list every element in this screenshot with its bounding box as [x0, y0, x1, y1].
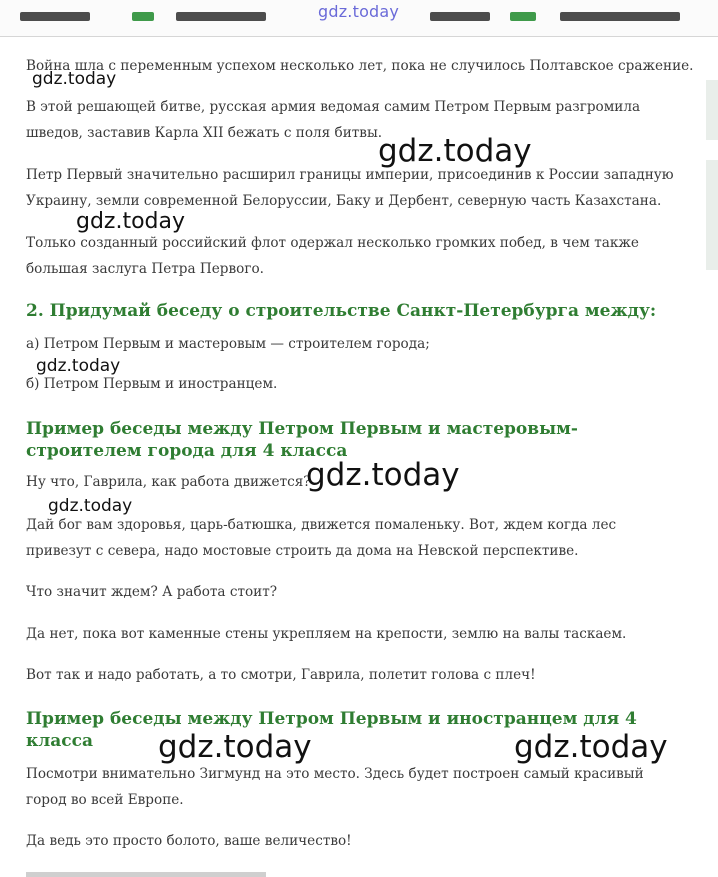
task-heading: 2. Придумай беседу о строительстве Санкт-Петербурга между:: [26, 301, 657, 321]
paragraph-line: Война шла с переменным успехом несколько лет, пока не случилось Полтавское сражение.: [26, 58, 694, 74]
dialog-line: Посмотри внимательно Зигмунд на это место. Здесь будет построен самый красивый: [26, 766, 644, 782]
paragraph-line: большая заслуга Петра Первого.: [26, 261, 264, 277]
task-option: а) Петром Первым и мастеровым — строителем города;: [26, 336, 430, 352]
dialog-heading: Пример беседы между Петром Первым и иностранцем для 4: [26, 709, 637, 729]
paragraph-line: Петр Первый значительно расширил границы империи, присоединив к России западную: [26, 167, 674, 183]
watermark: gdz.today: [158, 729, 312, 765]
paragraph-line: Украину, земли современной Белоруссии, Баку и Дербент, северную часть Казахстана.: [26, 193, 662, 209]
watermark: gdz.today: [32, 69, 117, 89]
watermark: gdz.today: [306, 457, 460, 493]
dialog-line: Да ведь это просто болото, ваше величество!: [26, 833, 352, 849]
dialog-line: Что значит ждем? А работа стоит?: [26, 584, 278, 600]
dialog-heading: Пример беседы между Петром Первым и мастеровым-: [26, 419, 578, 439]
paragraph-line: Только созданный российский флот одержал несколько громких побед, в чем также: [26, 235, 639, 251]
watermark: gdz.today: [378, 133, 532, 169]
site-logo[interactable]: gdz.today: [318, 2, 400, 21]
paragraph-line: шведов, заставив Карла XII бежать с поля битвы.: [26, 125, 383, 141]
dialog-line: Дай бог вам здоровья, царь-батюшка, движется помаленьку. Вот, ждем когда лес: [26, 517, 617, 533]
dialog-line: привезут с севера, надо мостовые строить да дома на Невской перспективе.: [26, 543, 579, 559]
dialog-line: Ну что, Гаврила, как работа движется?: [26, 474, 311, 490]
dialog-heading: строителем города для 4 класса: [26, 441, 348, 461]
paragraph-line: В этой решающей битве, русская армия ведомая самим Петром Первым разгромила: [26, 99, 641, 115]
watermark: gdz.today: [48, 496, 133, 516]
task-option: б) Петром Первым и иностранцем.: [26, 376, 278, 392]
watermark: gdz.today: [36, 356, 121, 376]
next-content-edge: [26, 872, 266, 877]
dialog-line: Да нет, пока вот каменные стены укрепляем на крепости, землю на валы таскаем.: [26, 626, 627, 642]
watermark: gdz.today: [514, 729, 668, 765]
dialog-line: Вот так и надо работать, а то смотри, Гаврила, полетит голова с плеч!: [26, 667, 536, 683]
watermark: gdz.today: [76, 209, 186, 234]
dialog-heading: класса: [26, 731, 93, 751]
dialog-line: город во всей Европе.: [26, 792, 184, 808]
